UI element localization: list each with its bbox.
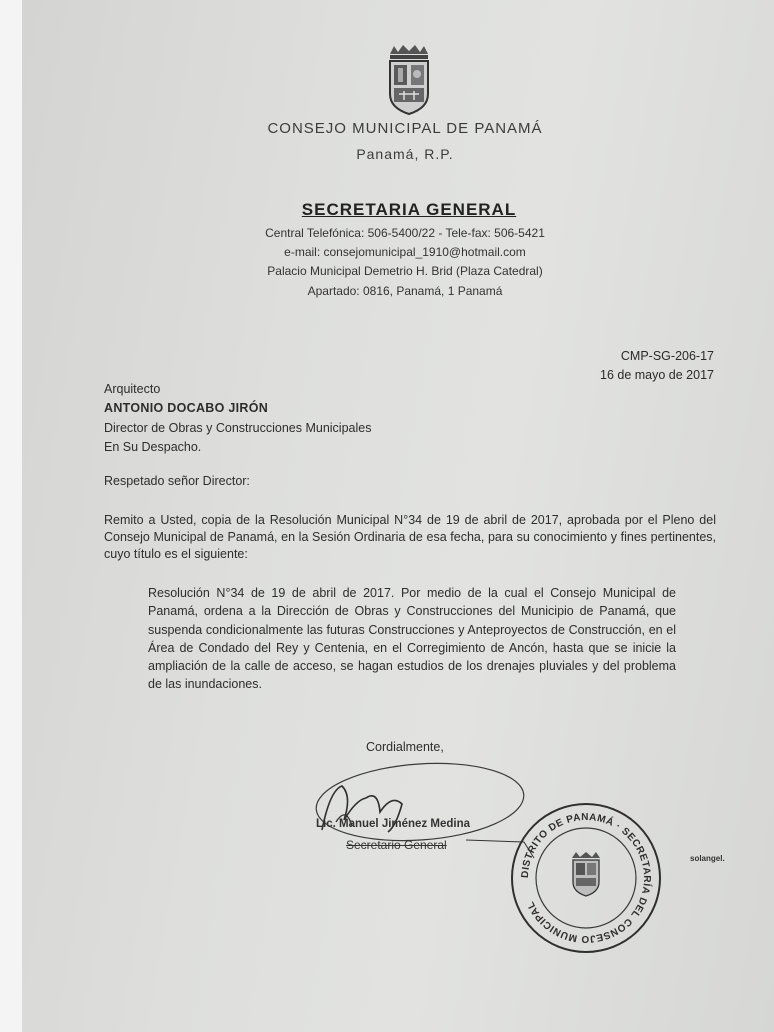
closing: Cordialmente, [366,740,444,754]
typist-initials: solangel. [690,854,725,863]
recipient-location: En Su Despacho. [104,440,202,454]
signer-name: Lic. Manuel Jiménez Medina [316,818,471,830]
contact-phone: Central Telefónica: 506-5400/22 - Tele-fax: 506-5421 [265,226,545,240]
contact-po-box: Apartado: 0816, Panamá, 1 Panamá [307,284,503,298]
recipient-title: Arquitecto [104,382,161,396]
recipient-position: Director de Obras y Construcciones Municipales [104,421,372,435]
body-paragraph: Remito a Usted, copia de la Resolución Municipal N°34 de 19 de abril de 2017, aprobada por el Pleno del Consejo Municipal de Panamá, en la Sesión Ordinaria de esa fecha, para su conocimiento y fines pertinentes, cuyo título es el siguiente: [104,513,716,561]
contact-address: Palacio Municipal Demetrio H. Brid (Plaza Catedral) [267,264,543,278]
contact-email: e-mail: consejomunicipal_1910@hotmail.com [284,245,526,259]
salutation: Respetado señor Director: [104,474,250,488]
organization-city: Panamá, R.P. [356,146,454,162]
stamp-text: DISTRITO DE PANAMÁ · SECRETARÍA DEL CONSEJO MUNICIPAL [519,811,653,945]
reference-date: 16 de mayo de 2017 [600,368,714,382]
reference-code: CMP-SG-206-17 [620,349,714,363]
resolution-quote: Resolución N°34 de 19 de abril de 2017. Por medio de la cual el Consejo Municipal de Panamá, ordena a la Dirección de Obras y Construcciones del Municipio de Panamá, que suspenda condicionalmente las futuras Construcciones y Anteproyectos de Construcción, en el Área de Condado del Rey y Centenia, en el Corregimiento de Ancón, hasta que se inicie la ampliación de la calle de acceso, se hagan estudios de los drenajes pluviales y del problema de las inundaciones. [148,586,676,692]
section-title: SECRETARIA GENERAL [301,200,517,219]
organization-name: CONSEJO MUNICIPAL DE PANAMÁ [267,120,543,137]
recipient-name: ANTONIO DOCABO JIRÓN [104,401,269,415]
signer-title: Secretario General [346,838,447,852]
